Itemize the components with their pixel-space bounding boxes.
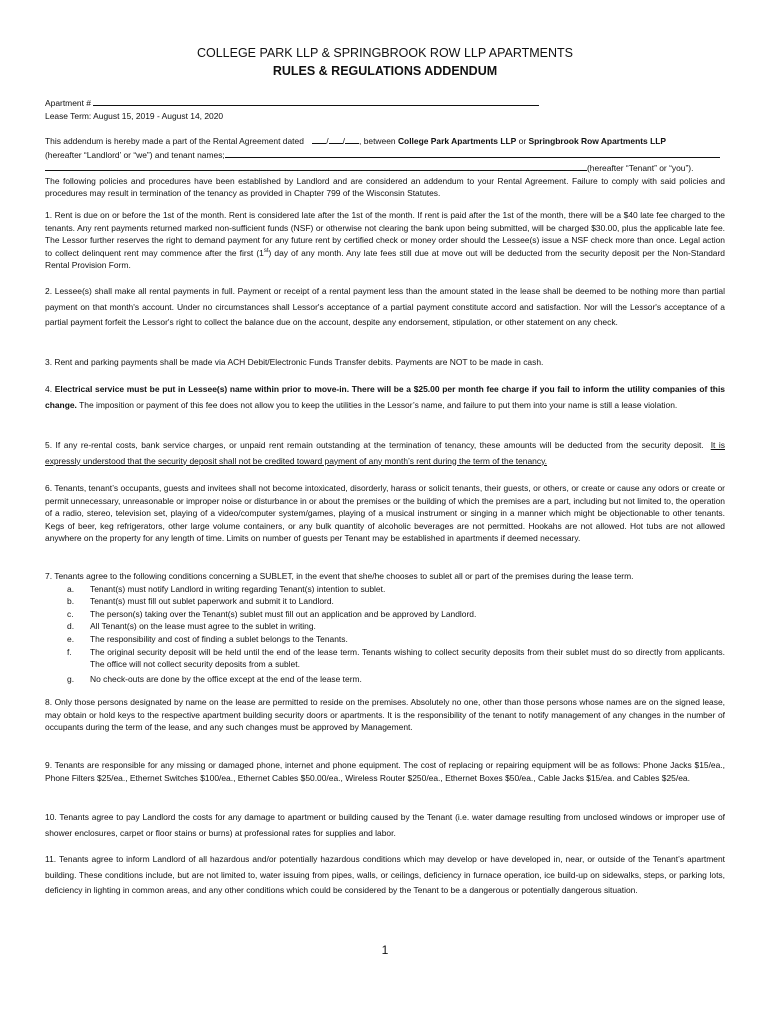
landlord-line: (hereafter “Landlord’ or “we”) and tenant names;: [45, 149, 225, 160]
date-year-line[interactable]: [345, 134, 359, 144]
page-number: 1: [381, 943, 389, 957]
apartment-field: [45, 96, 725, 122]
document-subtitle: RULES & REGULATIONS ADDENDUM: [272, 64, 498, 78]
rule-7: 7. Tenants agree to the following conditions concerning a SUBLET, in the event that she/he chooses to sublet all or part of the premises during the lease term. a. Tenant(s) must notify Landlord in writing regarding Tenant(s) intention to sublet. b. Tenant(s) must fill out sublet paperwork and submit it to Landlord. c. The person(s) taking over the Tenant(s) sublet must fill out an application and be approved by Landlord. d. All Tenant(s) on the lease must agree to the sublet in writing. e. The responsibility and cost of finding a sublet belongs to the Tenants. f. The original security deposit will be held until the end of the lease term. Tenants wishing to collect security deposits from their sublet must do so directly from applicants. The office will not collect security deposits from a sublet. g. No check-outs are done by the office except at the end of the lease term.: [45, 571, 725, 684]
tenant-suffix: (hereafter “Tenant” or “you”).: [587, 163, 694, 174]
sublet-conditions-list: [45, 583, 725, 686]
intro-section: This addendum is hereby made a part of the Rental Agreement dated / / , between College Park Apartments LLP or Springbrook Row Apartments LLP (hereafter “Landlord’ or “we”) and tenant names; (hereafter “Tenant” or “you”). The following policies and procedures have been established by Landlord and are considered an addendum to your Rental Agreement. Failure to comply with said policies and procedures may result in termination of the tenancy as provided in Chapter 799 of the Wisconsin Statutes.: [45, 136, 725, 199]
list-item: c. The person(s) taking over the Tenant(s) sublet must fill out an application and be approved by Landlord.: [67, 608, 477, 619]
tenant-names-line-2[interactable]: [45, 161, 587, 171]
apartment-input-line[interactable]: [93, 96, 539, 106]
intro-paragraph: The following policies and procedures have been established by Landlord and are considered an addendum to your Rental Agreement. Failure to comply with said policies and procedures may result in termination of the tenancy as provided in Chapter 799 of the Wisconsin Statutes.: [45, 175, 725, 199]
list-item: e. The responsibility and cost of finding a sublet belongs to the Tenants.: [67, 633, 348, 644]
rule-10: 10. Tenants agree to pay Landlord the costs for any damage to apartment or building caused by the Tenant (i.e. water damage resulting from unclosed windows or improper use of shower enclosures, carpet or floor stains or burns) at professional rates for supplies and labor.: [45, 812, 725, 838]
rule-8: 8. Only those persons designated by name on the lease are permitted to reside on the premises. Absolutely no one, other than those persons whose names are on the signed lease, may obtain or hold keys to the respective apartment building security doors or apartments. It is the responsibility of the tenant to notify management of any changes in the number of occupants during the term of the lease, and any such changes must be approved by Management.: [45, 697, 725, 733]
rule-2: 2. Lessee(s) shall make all rental payments in full. Payment or receipt of a rental payment less than the amount stated in the lease shall be deemed to be nothing more than partial payment on that month's account. Under no circumstances shall Lessor's acceptance of a partial payment constitute accord and satisfaction. Nor will the Lessor's acceptance of a partial payment forfeit the Lessor's right to collect the balance due on the account, despite any endorsement, stipulation, or other statement on any check.: [45, 286, 725, 327]
intro-text-b: , between: [359, 136, 396, 146]
tenant-names-line-1[interactable]: [225, 148, 720, 158]
list-item: a. Tenant(s) must notify Landlord in writing regarding Tenant(s) intention to sublet.: [67, 583, 386, 594]
rule-5: 5. If any re-rental costs, bank service charges, or unpaid rent remain outstanding at the termination of tenancy, these amounts will be deducted from the security deposit. It is expressly understood that the security deposit shall not be credited toward payment of any month’s rent during the term of the tenancy.: [45, 440, 725, 466]
list-item: g. No check-outs are done by the office except at the end of the lease term.: [67, 673, 362, 684]
rule-1: 1. Rent is due on or before the 1st of the month. Rent is considered late after the 1st of the month. If rent is paid after the 1st of the month, there will be a $40 late fee charged to the tenants. Any rent payments returned marked non-sufficient funds (NSF) or otherwise not clearing the bank upon being submitted, will be charged $30.00, plus the applicable late fee. The Lessor further reserves the right to demand payment for any future rent by certified check or money order should the Lessee(s) issue a NSF check more than once. Legal action to collect delinquent rent may commence after the first (1st) day of any month. Any late fees still due at move out will be deducted from the security deposit per the Non-Standard Rental Provision Form.: [45, 210, 725, 271]
rule-9: 9. Tenants are responsible for any missing or damaged phone, internet and phone equipment. The cost of replacing or repairing equipment will be as follows: Phone Jacks $15/ea., Phone Filters $25/ea., Ethernet Switches $100/ea., Ethernet Cables $50.00/ea., Wireless Router $250/ea., Ethernet Boxes $50/ea., Cable Jacks $15/ea. and Cables $25/ea.: [45, 760, 725, 783]
intro-text-a: This addendum is hereby made a part of the Rental Agreement dated: [45, 136, 304, 146]
list-item: b. Tenant(s) must fill out sublet paperwork and submit it to Landlord.: [67, 596, 334, 607]
list-item: f. The original security deposit will be held until the end of the lease term. Tenants wishing to collect security deposits from their sublet must do so directly from applicants. The office will not collect security deposits from a sublet.: [67, 646, 725, 670]
document-title: COLLEGE PARK LLP & SPRINGBROOK ROW LLP APARTMENTS: [196, 46, 574, 60]
apartment-label: Apartment #: [45, 98, 91, 108]
party-college-park: College Park Apartments LLP: [397, 136, 517, 146]
date-day-line[interactable]: [329, 134, 343, 144]
lease-term: Lease Term: August 15, 2019 - August 14, 2020: [45, 110, 224, 121]
rule-3: 3. Rent and parking payments shall be made via ACH Debit/Electronic Funds Transfer debits. Payments are NOT to be made in cash.: [45, 357, 544, 367]
date-month-line[interactable]: [312, 134, 326, 144]
party-springbrook: Springbrook Row Apartments LLP: [528, 136, 667, 146]
list-item: d. All Tenant(s) on the lease must agree to the sublet in writing.: [67, 621, 316, 632]
rule-6: 6. Tenants, tenant’s occupants, guests and invitees shall not become intoxicated, disorderly, harass or solicit tenants, their guests, or others, or create or cause any odors or create or permit unnecessary, unreasonable or improper noise or disturbance in or about the premises or the building of which the premises are a part, including but not limited to, the operation of a radio, stereo, television set, playing of a video/computer system/games, playing of a musical instrument or singing in a manner which might be objectionable to other tenants. Kegs of beer, keg refrigerators, other large volume containers, or any bulk quantity of alcoholic beverages are not permitted. Hookahs are not allowed. Hot tubs are not allowed anywhere on the property for any length of time. Limits on number of guests per Tenant may be established in apartments if deemed necessary.: [45, 483, 725, 544]
rule-11: 11. Tenants agree to inform Landlord of all hazardous and/or potentially hazardous conditions which may develop or have developed in, near, or outside of the Tenant’s apartment building. These conditions include, but are not limited to, water issuing from pipes, walls, or ceilings, deficiency in furnace operation, ice build-up on sidewalks, steps, or parking lots, deficiency in lighting in common areas, and any other conditions which could be considered by the Tenant to be a dangerous or potentially dangerous situation.: [45, 854, 725, 895]
rule-4: 4. Electrical service must be put in Lessee(s) name within prior to move-in. There will be a $25.00 per month fee charge if you fail to inform the utility companies of this change. The imposition or payment of this fee does not allow you to keep the utilities in the Lessor’s name, and failure to put them into your name is still a lease violation.: [45, 384, 725, 410]
